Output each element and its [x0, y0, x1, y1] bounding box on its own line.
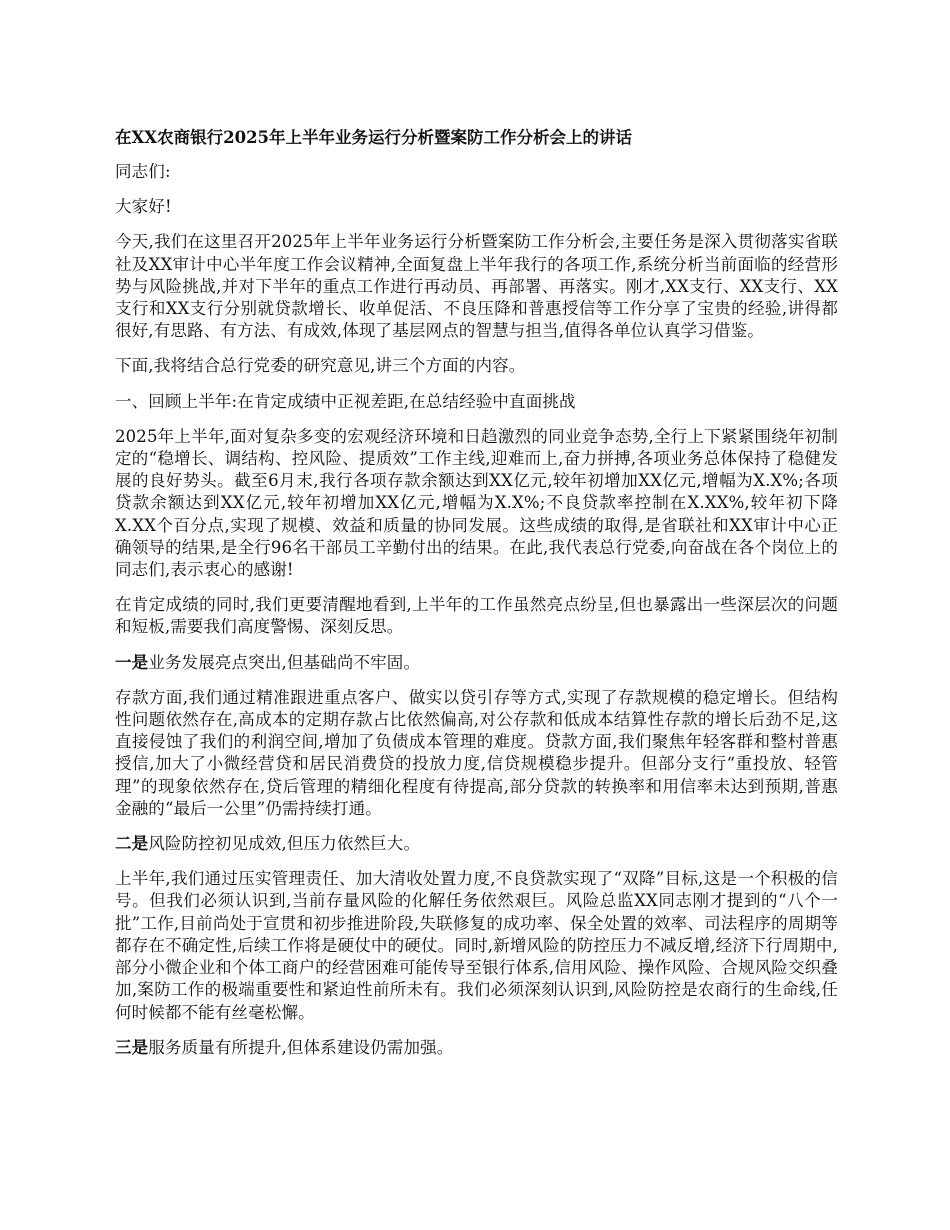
greeting: 大家好! — [115, 197, 172, 217]
salutation: 同志们: — [115, 162, 171, 181]
point-2-body: 上半年,我们通过压实管理责任、加大清收处置力度,不良贷款实现了“双降”目标,这是一个积极的信号。但我们必须认识到,当前存量风险的化解任务依然艰巨。风险总监XX同志刚才提到的“八个一批”工作,目前尚处于宣贯和初步推进阶段,失联修复的成功率、保全处置的效率、司法程序的周期等都存在不确定性,后续工作将是硬仗中的硬仗。同时,新增风险的防控压力不减反增,经济下行周期中,部分小微企业和个体工商户的经营困难可能传导至银行体系,信用风险、操作风险、合规风险交织叠加,案防工作的极端重要性和紧迫性前所未有。我们必须深刻认识到,风险防控是农商行的生命线,任何时候都不能有丝毫松懈。 — [115, 869, 838, 1022]
section-1-paragraph-1: 2025年上半年,面对复杂多变的宏观经济环境和日趋激烈的同业竞争态势,全行上下紧紧围绕年初制定的“稳增长、调结构、控风险、提质效”工作主线,迎难而上,奋力拼搏,各项业务总体保持了稳健发展的良好势头。截至6月末,我行各项存款余额达到XX亿元,较年初增加XX亿元,增幅为X.X%;各项贷款余额达到XX亿元,较年初增加XX亿元,增幅为X.X%;不良贷款率控制在X.XX%,较年初下降X.XX个百分点,实现了规模、效益和质量的协同发展。这些成绩的取得,是省联社和XX审计中心正确领导的结果,是全行96名干部员工辛勤付出的结果。在此,我代表总行党委,向奋战在各个岗位上的同志们,表示衷心的感谢! — [115, 426, 838, 580]
point-1-heading — [115, 652, 838, 674]
point-1-body: 存款方面,我们通过精准跟进重点客户、做实以贷引存等方式,实现了存款规模的稳定增长。但结构性问题依然存在,高成本的定期存款占比依然偏高,对公存款和低成本结算性存款的增长后劲不足,这直接侵蚀了我们的利润空间,增加了负债成本管理的难度。贷款方面,我们聚焦年轻客群和整村普惠授信,加大了小微经营贷和居民消费贷的投放力度,信贷规模稳步提升。但部分支行“重投放、轻管理”的现象依然存在,贷后管理的精细化程度有待提高,部分贷款的转换率和用信率未达到预期,普惠金融的“最后一公里”仍需持续打通。 — [115, 687, 838, 818]
point-2-heading — [115, 833, 838, 855]
point-1-text: 业务发展亮点突出,但基础尚不牢固。 — [148, 652, 421, 672]
point-3-text: 服务质量有所提升,但体系建设仍需加强。 — [148, 1037, 454, 1057]
outline-paragraph: 下面,我将结合总行党委的研究意见,讲三个方面的内容。 — [115, 356, 526, 376]
point-1-lead: 一是 — [115, 652, 149, 672]
point-2-lead: 二是 — [115, 834, 149, 854]
point-3-lead: 三是 — [115, 1037, 149, 1057]
section-1-paragraph-2: 在肯定成绩的同时,我们更要清醒地看到,上半年的工作虽然亮点纷呈,但也暴露出一些深层次的问题和短板,需要我们高度警惕、深刻反思。 — [115, 595, 838, 637]
section-1-heading: 一、回顾上半年:在肯定成绩中正视差距,在总结经验中直面挑战 — [115, 391, 576, 411]
intro-paragraph: 今天,我们在这里召开2025年上半年业务运行分析暨案防工作分析会,主要任务是深入贯彻落实省联社及XX审计中心半年度工作会议精神,全面复盘上半年我行的各项工作,系统分析当前面临的经营形势与风险挑战,并对下半年的重点工作进行再动员、再部署、再落实。刚才,XX支行、XX支行、XX支行和XX支行分别就贷款增长、收单促活、不良压降和普惠授信等工作分享了宝贵的经验,讲得都很好,有思路、有方法、有成效,体现了基层网点的智慧与担当,值得各单位认真学习借鉴。 — [115, 232, 838, 341]
speech-title: 在XX农商银行2025年上半年业务运行分析暨案防工作分析会上的讲话 — [115, 128, 633, 147]
point-2-text: 风险防控初见成效,但压力依然巨大。 — [148, 834, 421, 854]
point-3-heading — [115, 1037, 838, 1059]
